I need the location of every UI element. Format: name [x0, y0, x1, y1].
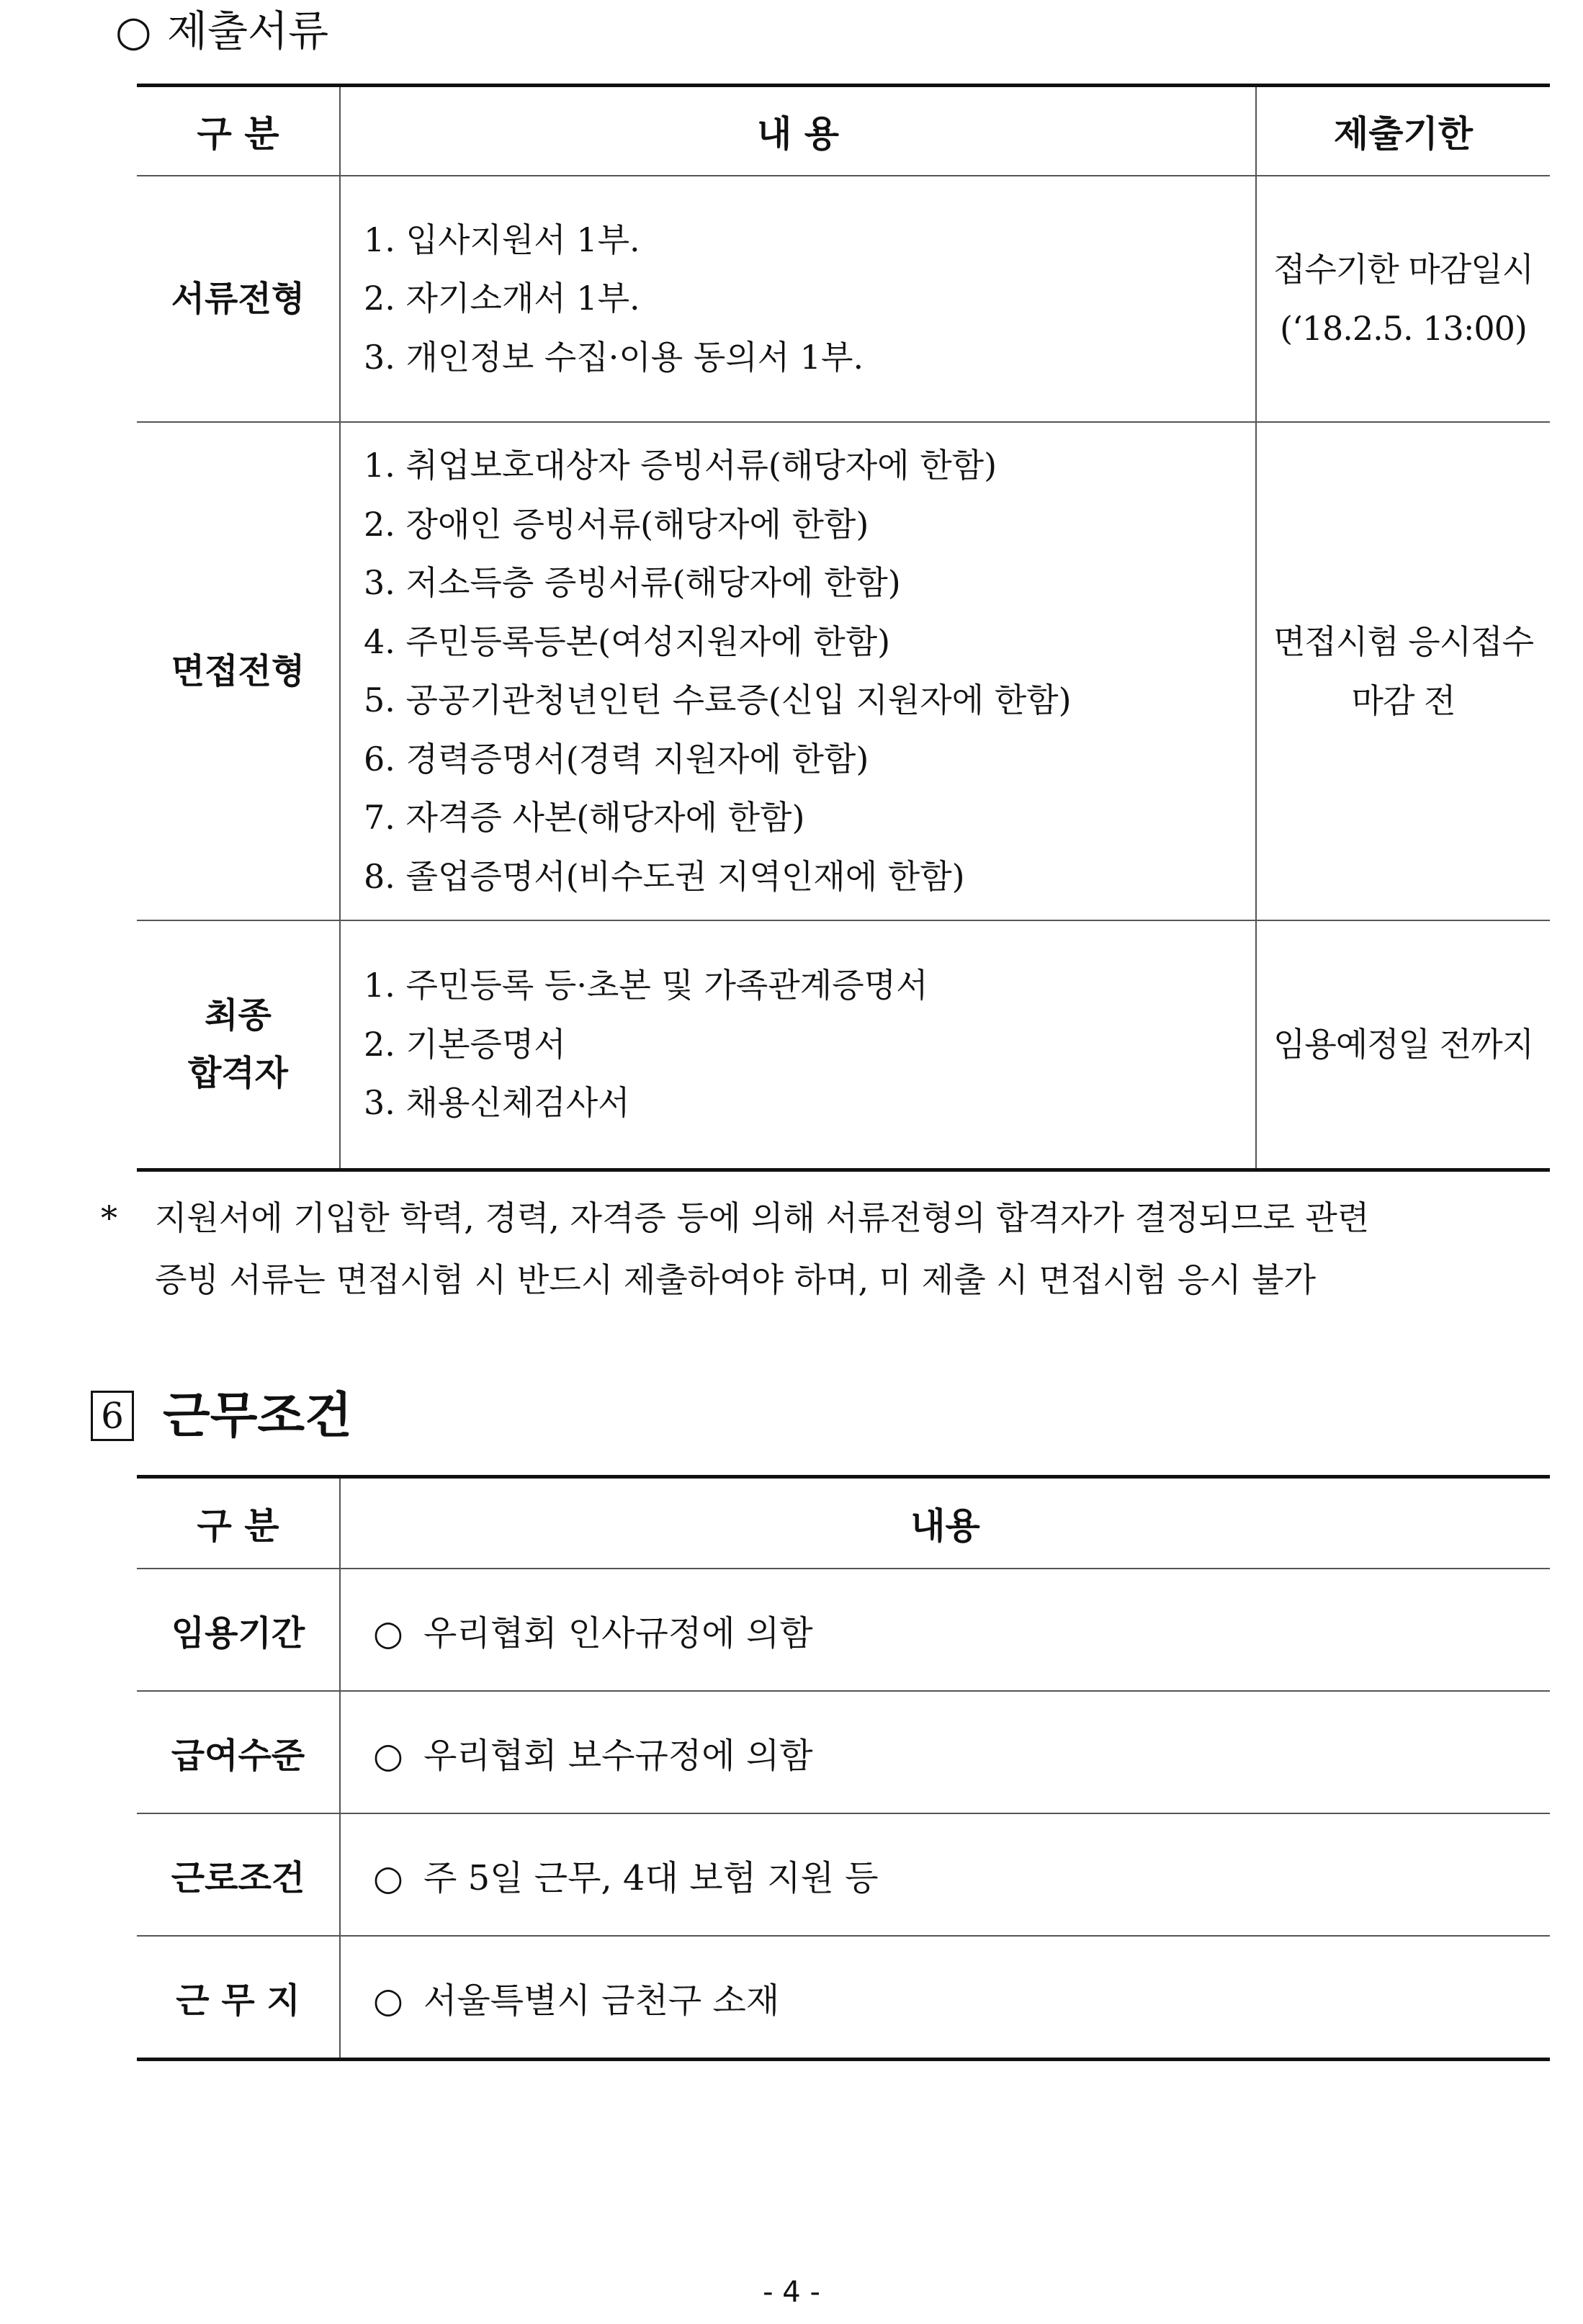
row-items — [340, 920, 1256, 1170]
row-value: ○ 서울특별시 금천구 소재 — [340, 1936, 1550, 2060]
section-number-box: 6 — [91, 1391, 134, 1441]
list-item: 7. 자격증 사본(해당자에 한함) — [364, 798, 805, 837]
list-item: 1. 주민등록 등·초본 및 가족관계증명서 — [364, 966, 928, 1005]
list-item: 3. 저소득층 증빙서류(해당자에 한함) — [364, 563, 901, 602]
row-value: ○ 우리협회 보수규정에 의함 — [340, 1691, 1550, 1813]
list-item: 2. 기본증명서 — [364, 1024, 566, 1064]
header-content: 내용 — [340, 1477, 1550, 1569]
table-row — [137, 176, 1550, 422]
row-value: ○ 주 5일 근무, 4대 보험 지원 등 — [340, 1813, 1550, 1936]
table-row — [137, 1936, 1550, 2060]
list-item: 3. 개인정보 수집·이용 동의서 1부. — [364, 337, 864, 377]
row-deadline: 접수기한 마감일시 (‘18.2.5. 13:00) — [1256, 176, 1550, 422]
page-number: - 4 - — [763, 2276, 820, 2309]
row-category: 임용기간 — [137, 1569, 340, 1691]
documents-table — [137, 84, 1550, 1172]
circle-bullet-icon: ○ — [373, 1980, 403, 2021]
footnote-line: 지원서에 기입한 학력, 경력, 자격증 등에 의해 서류전형의 합격자가 결정되므로 관련 — [155, 1198, 1370, 1237]
circle-bullet-icon: ○ — [373, 1612, 403, 1654]
table-row — [137, 1813, 1550, 1936]
row-items — [340, 176, 1256, 422]
row-items — [340, 422, 1256, 920]
table-header-row — [137, 86, 1550, 176]
section-title-text: 제출서류 — [167, 6, 329, 55]
list-item: 5. 공공기관청년인턴 수료증(신입 지원자에 한함) — [364, 681, 1072, 719]
header-category: 구 분 — [197, 112, 279, 155]
row-category: 근로조건 — [137, 1813, 340, 1936]
list-item: 8. 졸업증명서(비수도권 지역인재에 한함) — [364, 856, 965, 896]
table-header-row — [137, 1477, 1550, 1569]
table-row — [137, 1569, 1550, 1691]
header-deadline: 제출기한 — [1256, 86, 1550, 176]
header-content: 내 용 — [340, 86, 1256, 176]
footnote-line: 증빙 서류는 면접시험 시 반드시 제출하여야 하며, 미 제출 시 면접시험 응시 불가 — [155, 1260, 1317, 1299]
section-title-working-conditions — [91, 1384, 352, 1449]
list-item: 3. 채용신체검사서 — [364, 1083, 630, 1122]
working-conditions-table — [137, 1475, 1550, 2061]
circle-bullet-icon: ○ — [115, 6, 152, 55]
row-category: 급여수준 — [137, 1691, 340, 1813]
row-value: ○ 우리협회 인사규정에 의함 — [340, 1569, 1550, 1691]
section-title-documents — [115, 0, 328, 62]
asterisk-icon: * — [101, 1198, 117, 1237]
row-category: 근 무 지 — [137, 1936, 340, 2060]
table-row — [137, 422, 1550, 920]
row-category: 면접전형 — [137, 422, 340, 920]
circle-bullet-icon: ○ — [373, 1735, 403, 1776]
list-item: 4. 주민등록등본(여성지원자에 한함) — [364, 622, 891, 661]
table-row — [137, 920, 1550, 1170]
list-item: 1. 입사지원서 1부. — [364, 220, 640, 259]
row-category: 최종 합격자 — [137, 920, 340, 1170]
list-item: 6. 경력증명서(경력 지원자에 한함) — [364, 739, 869, 779]
row-category: 서류전형 — [137, 176, 340, 422]
list-item: 2. 장애인 증빙서류(해당자에 한함) — [364, 504, 869, 544]
list-item: 2. 자기소개서 1부. — [364, 279, 640, 318]
table-row — [137, 1691, 1550, 1813]
section-title-text: 근무조건 — [163, 1388, 352, 1445]
list-item: 1. 취업보호대상자 증빙서류(해당자에 한함) — [364, 446, 997, 485]
row-deadline: 임용예정일 전까지 — [1256, 920, 1550, 1170]
row-deadline: 면접시험 응시접수 마감 전 — [1256, 422, 1550, 920]
circle-bullet-icon: ○ — [373, 1857, 403, 1898]
header-category: 구 분 — [197, 1504, 279, 1547]
